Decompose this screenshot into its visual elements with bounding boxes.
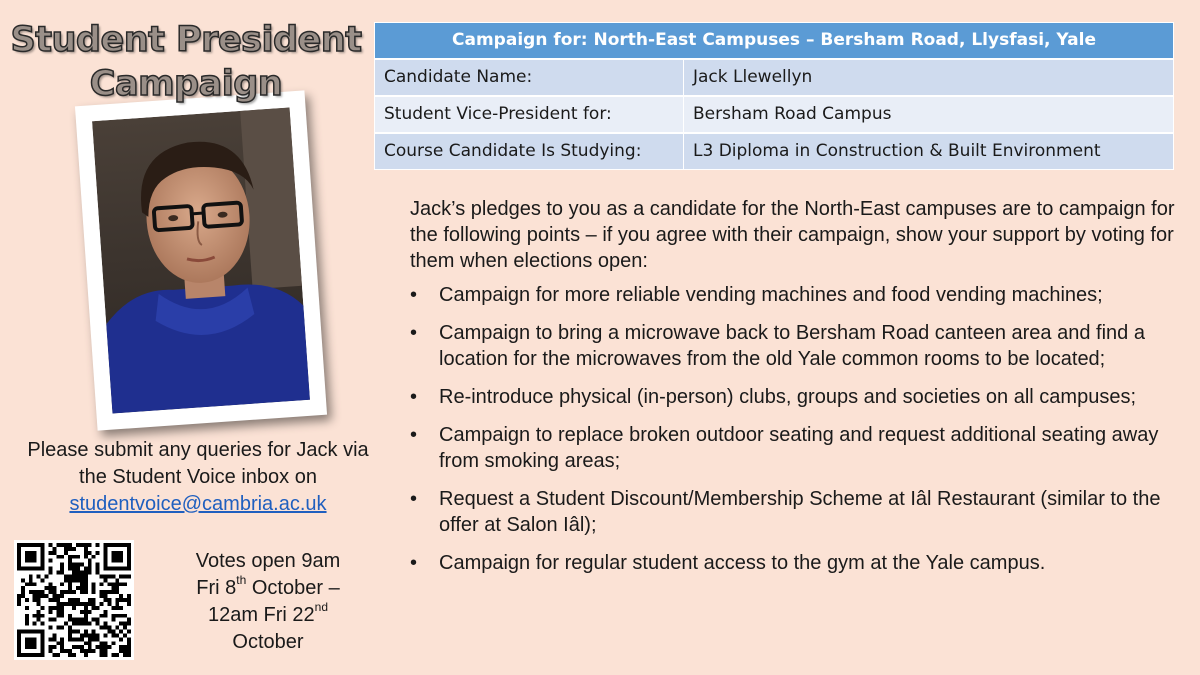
queries-note [22, 437, 374, 518]
table-row [375, 133, 1174, 170]
table-cell-value: Jack Llewellyn [684, 59, 1174, 96]
table-cell-label: Student Vice-President for: [375, 96, 684, 133]
list-item: • Campaign to bring a microwave back to Bersham Road canteen area and find a location for the microwaves from the old Yale common rooms to be located; [410, 322, 1145, 370]
bullet: • [410, 386, 418, 408]
list-item: • Campaign for more reliable vending machines and food vending machines; [410, 284, 1103, 306]
votes-line-2: Fri 8th October – [196, 573, 340, 599]
list-item: • Campaign for regular student access to the gym at the Yale campus. [410, 552, 1046, 574]
pledges-intro: Jack’s pledges to you as a candidate for the North-East campuses are to campaign for the following points – if you agree with their campaign, show your support by voting for them when elections open: [410, 198, 1175, 272]
list-item: • Re-introduce physical (in-person) clubs, groups and societies on all campuses; [410, 386, 1137, 408]
table-row [375, 59, 1174, 96]
bullet: • [410, 322, 418, 344]
title-line-1: Student President [10, 20, 362, 60]
votes-line-4: October [232, 631, 304, 653]
campaign-info-table [374, 22, 1174, 170]
table-header: Campaign for: North-East Campuses – Bersham Road, Llysfasi, Yale [375, 23, 1174, 59]
bullet: • [410, 552, 418, 574]
list-item: • Request a Student Discount/Membership Scheme at Iâl Restaurant (similar to the offer at Salon Iâl); [410, 488, 1161, 536]
qr-code-image [17, 543, 131, 657]
votes-line-1: Votes open 9am [195, 550, 341, 572]
queries-text: Please submit any queries for Jack via the Student Voice inbox on [27, 439, 369, 488]
bullet: • [410, 284, 418, 306]
candidate-photo [75, 90, 327, 430]
pledges-section [410, 196, 1180, 588]
table-cell-value: L3 Diploma in Construction & Built Environment [684, 133, 1174, 170]
table-cell-value: Bersham Road Campus [684, 96, 1174, 133]
page-title [0, 18, 372, 106]
qr-code[interactable] [14, 540, 134, 660]
student-voice-email-link[interactable]: studentvoice@cambria.ac.uk [69, 493, 327, 515]
bullet: • [410, 488, 418, 510]
title-line-2: Campaign [89, 64, 283, 104]
table-cell-label: Course Candidate Is Studying: [375, 133, 684, 170]
votes-line-3: 12am Fri 22nd [207, 600, 329, 626]
candidate-portrait-image [92, 107, 310, 413]
list-item: • Campaign to replace broken outdoor seating and request additional seating away from smoking areas; [410, 424, 1159, 472]
table-cell-label: Candidate Name: [375, 59, 684, 96]
table-row [375, 96, 1174, 133]
votes-info [146, 548, 390, 656]
bullet: • [410, 424, 418, 446]
pledges-list [410, 282, 1180, 576]
